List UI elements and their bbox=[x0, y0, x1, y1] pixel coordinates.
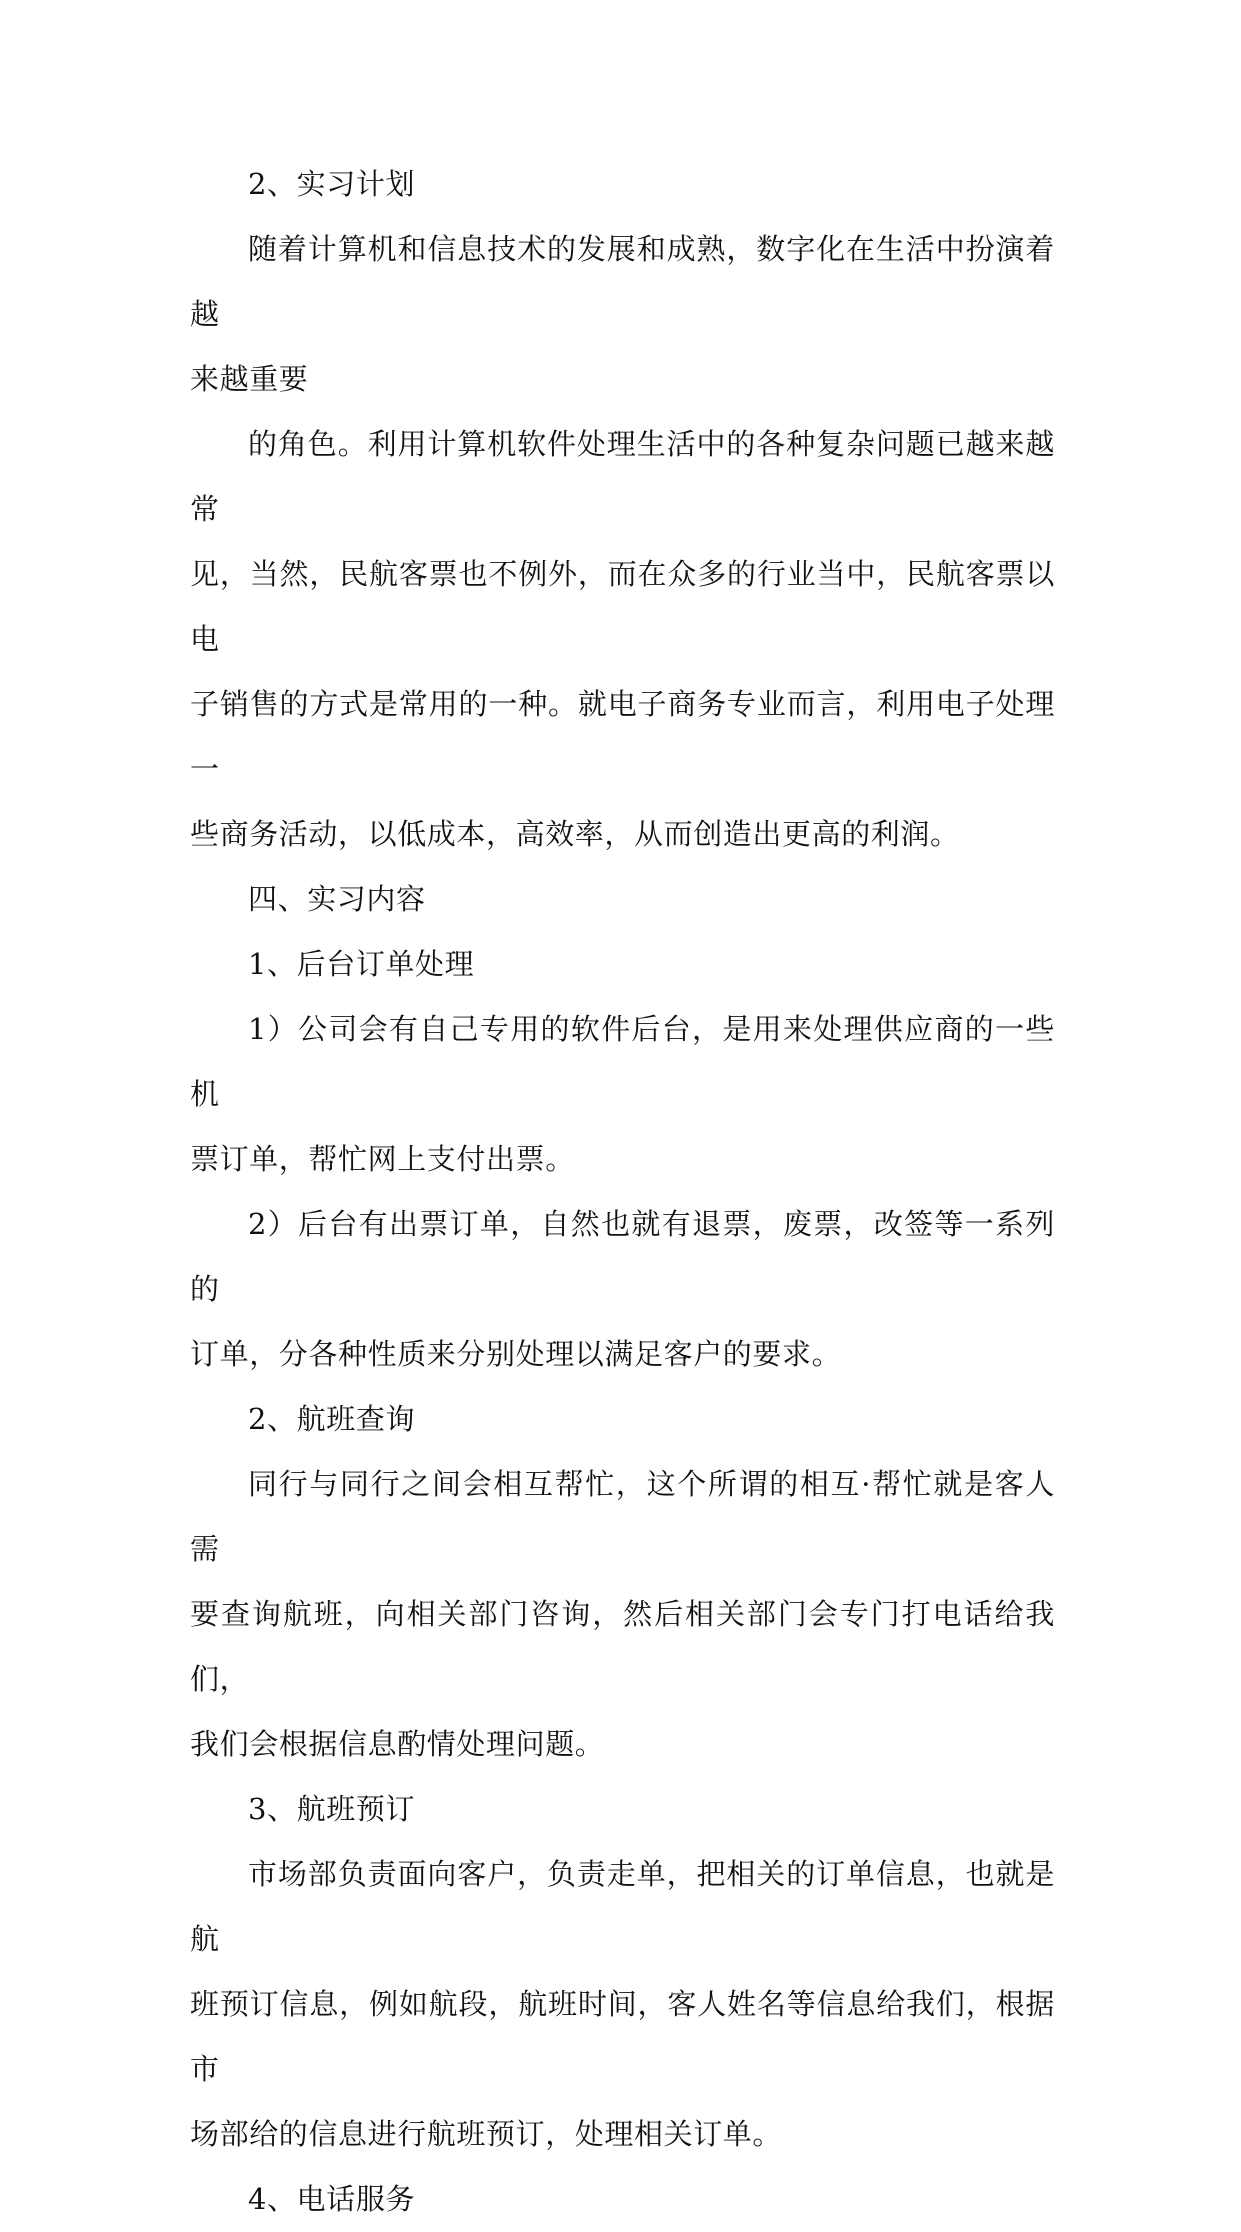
paragraph bbox=[190, 1842, 1055, 2167]
paragraph-line: 同行与同行之间会相互帮忙，这个所谓的相互·帮忙就是客人需 bbox=[190, 1467, 1055, 1566]
paragraph-line: 我们会根据信息酌情处理问题。 bbox=[190, 1727, 605, 1761]
paragraph-line: 子销售的方式是常用的一种。就电子商务专业而言，利用电子处理一 bbox=[190, 687, 1055, 786]
subsection-heading: 4、电话服务 bbox=[248, 2182, 416, 2216]
paragraph-line: 要查询航班，向相关部门咨询，然后相关部门会专门打电话给我们， bbox=[190, 1597, 1055, 1696]
paragraph-line: 班预订信息，例如航段，航班时间，客人姓名等信息给我们，根据市 bbox=[190, 1987, 1055, 2086]
paragraph bbox=[190, 412, 1055, 867]
paragraph bbox=[190, 1452, 1055, 1777]
paragraph-line: 2）后台有出票订单，自然也就有退票，废票，改签等一系列的 bbox=[190, 1207, 1055, 1306]
paragraph-line: 来越重要 bbox=[190, 362, 309, 396]
paragraph bbox=[190, 217, 1055, 412]
subsection-heading: 2、航班查询 bbox=[248, 1402, 416, 1436]
paragraph-line: 1）公司会有自己专用的软件后台，是用来处理供应商的一些机 bbox=[190, 1012, 1055, 1111]
paragraph-line: 票订单，帮忙网上支付出票。 bbox=[190, 1142, 575, 1176]
section-heading: 2、实习计划 bbox=[248, 167, 416, 201]
paragraph-line: 的角色。利用计算机软件处理生活中的各种复杂问题已越来越常 bbox=[190, 427, 1055, 526]
paragraph bbox=[190, 1192, 1055, 1387]
section-heading: 四、实习内容 bbox=[248, 882, 426, 916]
subsection-heading: 3、航班预订 bbox=[248, 1792, 416, 1826]
subsection-heading: 1、后台订单处理 bbox=[248, 947, 475, 981]
document-body bbox=[190, 152, 1055, 2232]
paragraph-line: 些商务活动，以低成本，高效率，从而创造出更高的利润。 bbox=[190, 817, 960, 851]
paragraph-line: 市场部负责面向客户，负责走单，把相关的订单信息，也就是航 bbox=[190, 1857, 1055, 1956]
paragraph-line: 见，当然，民航客票也不例外，而在众多的行业当中，民航客票以电 bbox=[190, 557, 1055, 656]
paragraph-line: 场部给的信息进行航班预订，处理相关订单。 bbox=[190, 2117, 783, 2151]
paragraph-line: 随着计算机和信息技术的发展和成熟，数字化在生活中扮演着越 bbox=[190, 232, 1055, 331]
paragraph-line: 订单，分各种性质来分别处理以满足客户的要求。 bbox=[190, 1337, 842, 1371]
paragraph bbox=[190, 997, 1055, 1192]
